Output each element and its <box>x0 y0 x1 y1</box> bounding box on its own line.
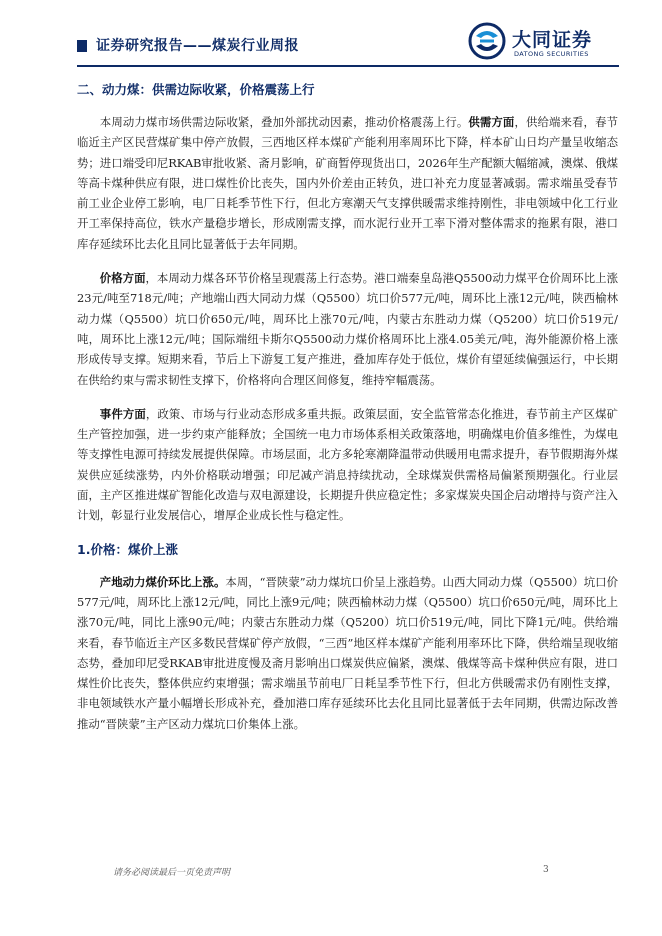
report-body <box>77 80 618 734</box>
paragraph-bold-lead: 事件方面 <box>99 406 146 421</box>
footer-disclaimer: 请务必阅读最后一页免责声明 <box>113 868 231 878</box>
paragraph-events <box>77 404 618 526</box>
paragraph-bold-lead: 价格方面 <box>99 271 146 286</box>
header-marker-square <box>77 40 87 52</box>
report-title: 证券研究报告——煤炭行业周报 <box>96 38 299 54</box>
paragraph-supply-demand <box>77 112 618 254</box>
paragraph-price <box>77 268 618 390</box>
logo-mark-icon <box>468 22 506 60</box>
paragraph-origin-price <box>77 572 618 734</box>
paragraph-text: 本周，“晋陕蒙”动力煤坑口价呈上涨趋势。山西大同动力煤（Q5500）坑口价577元/吨，周环比上涨12元/吨，同比上涨9元/吨；陕西榆林动力煤（Q5500）坑口价650元/吨，周环比上涨70元/吨，同比上涨90元/吨；内蒙古东胜动力煤（Q5200）坑口价519元/吨，同比下降1元/吨。供给端来看，春节临近主产区多数民营煤矿停产放假，“三西”地区样本煤矿产能利用率环比下降，供给端呈现收缩态势，叠加印尼受RKAB审批进度慢及斋月影响出口煤炭供应偏紧，澳煤、俄煤等高卡煤种供应有限，进口煤性价比丧失，整体供应约束增强；需求端虽节前电厂日耗呈季节性下行，但北方供暖需求仍有刚性支撑，非电领域铁水产量小幅增长形成补充，叠加港口库存延续环比去化且同比显著低于去年同期，供需边际改善推动“晋陕蒙”主产区动力煤坑口价集体上涨。 <box>77 574 618 731</box>
company-logo <box>468 22 618 66</box>
subsection-heading: 1.价格：煤价上涨 <box>77 541 178 557</box>
logo-english-name: DATONG SECURITIES <box>514 50 589 58</box>
paragraph-bold-lead: 供需方面 <box>468 115 515 129</box>
section-heading: 二、动力煤：供需边际收紧，价格震荡上行 <box>77 82 315 97</box>
paragraph-text: ，政策、市场与行业动态形成多重共振。政策层面，安全监管常态化推进，春节前主产区煤矿生产管控加强，进一步约束产能释放；全国统一电力市场体系相关政策落地，明确煤电价值多维性，为煤电等支撑性电源可持续发展提供保障。市场层面，北方多轮寒潮降温带动供暖用电需求提升，春节假期海外煤炭供应延续涨势，内外价格联动增强；印尼减产消息持续扰动，全球煤炭供需格局偏紧预期强化。行业层面，主产区推进煤矿智能化改造与双电源建设，长期提升供应稳定性；多家煤炭央国企启动增持与资产注入计划，彰显行业发展信心，增厚企业成长性与稳定性。 <box>77 406 618 523</box>
page-header <box>0 0 662 66</box>
logo-chinese-name: 大同证券 <box>512 29 593 51</box>
header-divider <box>77 65 619 67</box>
page-number: 3 <box>543 865 549 875</box>
paragraph-text: 本周动力煤市场供需边际收紧，叠加外部扰动因素，推动价格震荡上行。 <box>99 115 469 129</box>
paragraph-bold-lead: 产地动力煤价环比上涨。 <box>99 574 226 589</box>
paragraph-text: ，本周动力煤各环节价格呈现震荡上行态势。港口端秦皇岛港Q5500动力煤平仓价周环比上涨23元/吨至718元/吨；产地端山西大同动力煤（Q5500）坑口价577元/吨，周环比上涨12元/吨，陕西榆林动力煤（Q5500）坑口价650元/吨，周环比上涨70元/吨，内蒙古东胜动力煤（Q5200）坑口价519元/吨，周环比上涨12元/吨；国际端纽卡斯尔Q5500动力煤价格周环比上涨4.05美元/吨，海外能源价格上涨形成传导支撑。短期来看，节后上下游复工复产推进，叠加库存处于低位，煤价有望延续偏强运行，中长期在供给约束与需求韧性支撑下，价格将向合理区间修复，维持窄幅震荡。 <box>77 271 618 387</box>
paragraph-text: ，供给端来看，春节临近主产区民营煤矿集中停产放假，三西地区样本煤矿产能利用率周环比下降，样本矿山日均产量呈收缩态势；进口端受印尼RKAB审批收紧、斋月影响，矿商暂停现货出口，2026年生产配额大幅缩减，澳煤、俄煤等高卡煤种供应有限，进口煤性价比丧失，国内外价差由正转负，进口补充力度显著减弱。需求端虽受春节前工业企业停工影响，电厂日耗季节性下行，但北方寒潮天气支撑供暖需求维持刚性，非电领域中化工行业开工率保持高位，铁水产量稳步增长，形成刚需支撑，而水泥行业开工率下滑对整体需求的拖累有限，港口库存延续环比去化且同比显著低于去年同期。 <box>77 115 618 251</box>
